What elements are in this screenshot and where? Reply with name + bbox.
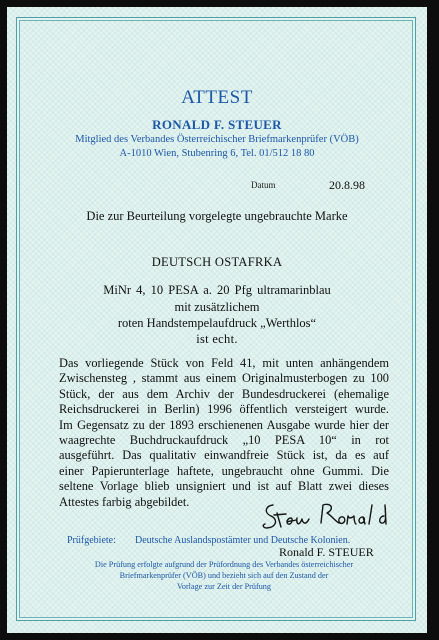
pruefgebiete-text: Deutsche Auslandspostämter und Deutsche Kolonien. [135,535,351,546]
pruefgebiete-label: Prüfgebiete: [67,535,116,546]
stamp-detail-line: mit zusätzlichem [174,300,260,314]
paragraph-line: Im Gegensatz zu der 1893 erschienenen Ausgabe wurde hier der [59,417,389,432]
paragraph-line: Stück, der aus dem Archiv der Bundesdruckerei (ehemalige [59,386,389,401]
stamp-overprint-line: roten Handstempelaufdruck „Werthlos“ [117,316,317,330]
examiner-name: RONALD F. STEUER [152,117,282,132]
intro-text: Die zur Beurteilung vorgelegte ungebrauchte Marke [86,209,348,223]
footer-line: Vorlage zur Zeit der Prüfung [177,582,271,591]
footer-line: Die Prüfung erfolgte aufgrund der Prüfordnung des Verbandes österreichischer [94,560,354,569]
membership-line: Mitglied des Verbandes Österreichischer Briefmarkenprüfer (VÖB) [75,134,359,145]
stamp-country: DEUTSCH OSTAFRKA [151,255,283,269]
paragraph-line: ausgeführt. Das qualitativ einwandfreie Stück ist, da es auf [59,448,389,463]
date-label: Datum [251,180,276,190]
paragraph-line: Zwischensteg , stammt aus einem Originalmusterbogen zu 100 [59,371,389,386]
paragraph-line: Reichsdruckerei in Berlin) 1996 öffentlich versteigert wurde. [59,402,389,417]
certificate-sheet [7,7,427,633]
paragraph-line: einer Papierunterlage haftete, ungebraucht ohne Gummi. Die [59,463,389,478]
paragraph-line: waagrechte Buchdruckaufdruck „10 PESA 10“ in rot [59,433,389,448]
footer-notice [59,559,389,592]
paragraph-line: seltene Vorlage blieb unsigniert und ist auf Blatt zwei dieses [59,479,389,494]
signatory-name: Ronald F. STEUER [279,545,374,559]
certificate-title: ATTEST [181,87,253,108]
footer-line: Briefmarkenprüfer (VÖB) und bezieht sich auf den Zustand der [119,571,329,580]
paragraph-line: Das vorliegende Stück von Feld 41, mit unten anhängendem [59,356,389,370]
address-line: A-1010 Wien, Stubenring 6, Tel. 01/512 18 80 [119,148,315,159]
date-value: 20.8.98 [329,178,365,192]
stamp-catalog-line: MiNr 4, 10 PESA a. 20 Pfg ultramarinblau [103,283,331,297]
handwritten-signature [259,497,395,533]
stamp-verdict-line: ist echt. [196,332,238,346]
description-paragraph [59,356,389,510]
paragraph-line: Attestes farbig abgebildet. [59,494,190,509]
